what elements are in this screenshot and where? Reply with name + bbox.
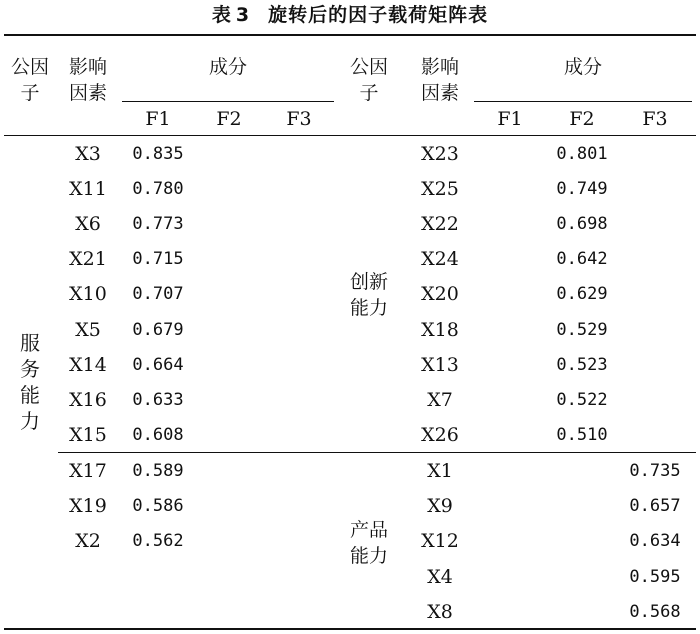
- header-bottom-rule: [4, 135, 696, 136]
- left-factor: X14: [69, 354, 107, 376]
- group-separator-rule: [58, 452, 696, 453]
- group-product-line2: 能力: [349, 545, 388, 567]
- right-factor: X26: [421, 424, 459, 446]
- header-common-factor-1: 公因: [10, 56, 49, 78]
- left-factor: X6: [75, 213, 101, 235]
- left-factor: X16: [69, 389, 107, 411]
- caption-label: 表: [211, 4, 232, 26]
- right-f3-value: 0.568: [629, 602, 681, 622]
- left-f1-value: 0.773: [132, 214, 184, 234]
- header-f2: F2: [569, 108, 595, 130]
- header-common-factor-2: 子: [359, 82, 379, 104]
- component-underline-left: [122, 101, 334, 102]
- header-f1: F1: [145, 108, 171, 130]
- header-f3: F3: [286, 108, 312, 130]
- right-factor: X20: [421, 283, 459, 305]
- right-factor: X12: [421, 530, 459, 552]
- header-influence-1: 影响: [420, 56, 459, 78]
- group-char: 能: [20, 383, 40, 407]
- right-factor: X4: [427, 566, 453, 588]
- right-f2-value: 0.801: [556, 144, 608, 164]
- left-factor: X5: [75, 319, 101, 341]
- table-caption: [0, 0, 700, 30]
- left-factor: X3: [75, 143, 101, 165]
- header-f2: F2: [216, 108, 242, 130]
- header-influence-1: 影响: [68, 56, 107, 78]
- right-f2-value: 0.523: [556, 355, 608, 375]
- group-innovation-line2: 能力: [349, 297, 388, 319]
- left-factor: X11: [69, 178, 107, 200]
- component-underline-right: [474, 101, 692, 102]
- left-f1-value: 0.608: [132, 425, 184, 445]
- right-factor: X1: [427, 460, 453, 482]
- right-factor: X18: [421, 319, 459, 341]
- group-char: 服: [20, 331, 40, 355]
- left-factor: X15: [69, 424, 107, 446]
- header-component: 成分: [208, 56, 247, 78]
- left-f1-value: 0.780: [132, 179, 184, 199]
- left-f1-value: 0.664: [132, 355, 184, 375]
- bottom-rule: [4, 628, 696, 630]
- right-f2-value: 0.529: [556, 320, 608, 340]
- group-char: 务: [20, 357, 40, 381]
- right-f2-value: 0.698: [556, 214, 608, 234]
- right-f2-value: 0.522: [556, 390, 608, 410]
- left-f1-value: 0.586: [132, 496, 184, 516]
- right-factor: X9: [427, 495, 453, 517]
- left-f1-value: 0.679: [132, 320, 184, 340]
- caption-text: 旋转后的因子载荷矩阵表: [268, 4, 489, 26]
- top-rule: [4, 34, 696, 36]
- caption-number: 3: [235, 4, 251, 26]
- right-f3-value: 0.735: [629, 461, 681, 481]
- group-innovation-line1: 创新: [349, 271, 388, 293]
- header-influence-2: 因素: [68, 82, 107, 104]
- right-factor: X7: [427, 389, 453, 411]
- right-f2-value: 0.629: [556, 284, 608, 304]
- right-f2-value: 0.510: [556, 425, 608, 445]
- left-factor: X10: [69, 283, 107, 305]
- header-f1: F1: [497, 108, 523, 130]
- right-f3-value: 0.595: [629, 567, 681, 587]
- right-factor: X8: [427, 601, 453, 623]
- right-factor: X24: [421, 248, 459, 270]
- left-f1-value: 0.715: [132, 249, 184, 269]
- left-factor: X21: [69, 248, 107, 270]
- group-char: 力: [20, 409, 40, 433]
- right-factor: X23: [421, 143, 459, 165]
- left-f1-value: 0.633: [132, 390, 184, 410]
- left-factor: X19: [69, 495, 107, 517]
- header-f3: F3: [642, 108, 668, 130]
- right-factor: X13: [421, 354, 459, 376]
- group-product-line1: 产品: [349, 519, 388, 541]
- right-f3-value: 0.634: [629, 531, 681, 551]
- left-factor: X17: [69, 460, 107, 482]
- right-factor: X22: [421, 213, 459, 235]
- group-service-ability: [8, 330, 52, 434]
- left-f1-value: 0.707: [132, 284, 184, 304]
- right-factor: X25: [421, 178, 459, 200]
- header-component: 成分: [563, 56, 602, 78]
- left-factor: X2: [75, 530, 101, 552]
- left-f1-value: 0.835: [132, 144, 184, 164]
- header-common-factor-1: 公因: [349, 56, 388, 78]
- right-f2-value: 0.642: [556, 249, 608, 269]
- right-f3-value: 0.657: [629, 496, 681, 516]
- header-common-factor-2: 子: [20, 82, 40, 104]
- header-influence-2: 因素: [420, 82, 459, 104]
- left-f1-value: 0.562: [132, 531, 184, 551]
- right-f2-value: 0.749: [556, 179, 608, 199]
- left-f1-value: 0.589: [132, 461, 184, 481]
